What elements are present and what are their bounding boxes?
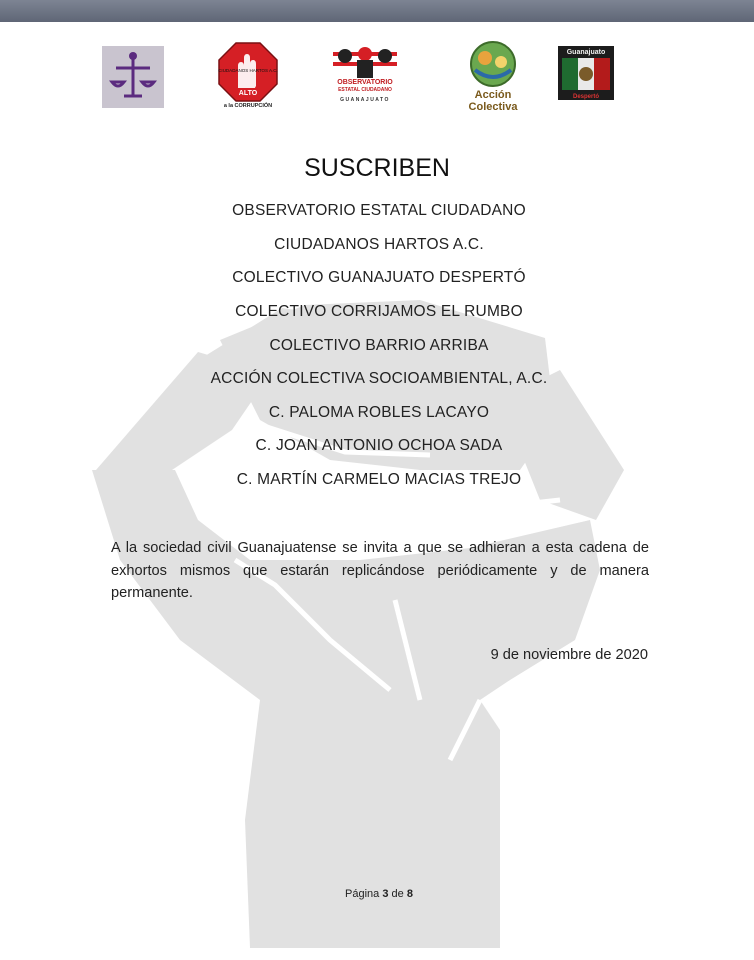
signer-item: COLECTIVO BARRIO ARRIBA [269,337,489,354]
gto-bottom-text: Despertó [572,94,600,100]
observatorio-line1: OBSERVATORIO [337,79,393,86]
accion-colectiva-logo [463,40,523,112]
signer-item: ACCIÓN COLECTIVA SOCIOAMBIENTAL, A.C. [210,370,548,387]
flag-eagle-icon [558,46,614,100]
scale-icon [102,46,164,108]
accion-line2: Colectiva [468,101,518,112]
stop-tagline: a la CORRUPCIÓN [223,103,273,108]
page-current: 3 [382,888,389,900]
justice-scale-logo [102,46,164,108]
signer-item: COLECTIVO GUANAJUATO DESPERTÓ [232,269,526,286]
document-date: 9 de noviembre de 2020 [490,647,648,663]
globe-icon [463,40,523,112]
observatorio-logo [331,44,399,104]
observatorio-line3: GUANAJUATO [340,97,390,103]
stop-hand-icon [216,42,280,108]
signer-item: OBSERVATORIO ESTATAL CIUDADANO [232,202,526,219]
signer-item: C. PALOMA ROBLES LACAYO [268,404,490,421]
page-total: 8 [406,888,413,900]
page-word: Página [345,888,380,900]
invitation-paragraph: A la sociedad civil Guanajuatense se invita a que se adhieran a esta cadena de exhortos mismos que estarán replicándose periódicamente y de manera permanente. [111,540,649,601]
stop-text: CIUDADANOS HARTOS A.C. [218,68,278,73]
gto-top-text: Guanajuato [566,49,606,56]
observatorio-line2: ESTATAL CIUDADANO [338,87,392,93]
guanajuato-desperto-logo [558,46,614,100]
signer-item: COLECTIVO CORRIJAMOS EL RUMBO [235,303,523,320]
of-word: de [391,888,404,900]
stop-sign-text: ALTO [238,90,258,97]
signer-item: CIUDADANOS HARTOS A.C. [274,236,484,253]
document-title: SUSCRIBEN [304,154,450,182]
signer-item: C. JOAN ANTONIO OCHOA SADA [255,437,503,454]
observatorio-icon [331,44,399,104]
page-number [0,888,754,900]
ciudadanos-hartos-logo [216,42,280,108]
signer-item: C. MARTÍN CARMELO MACIAS TREJO [236,471,522,488]
accion-line1: Acción [474,89,512,101]
